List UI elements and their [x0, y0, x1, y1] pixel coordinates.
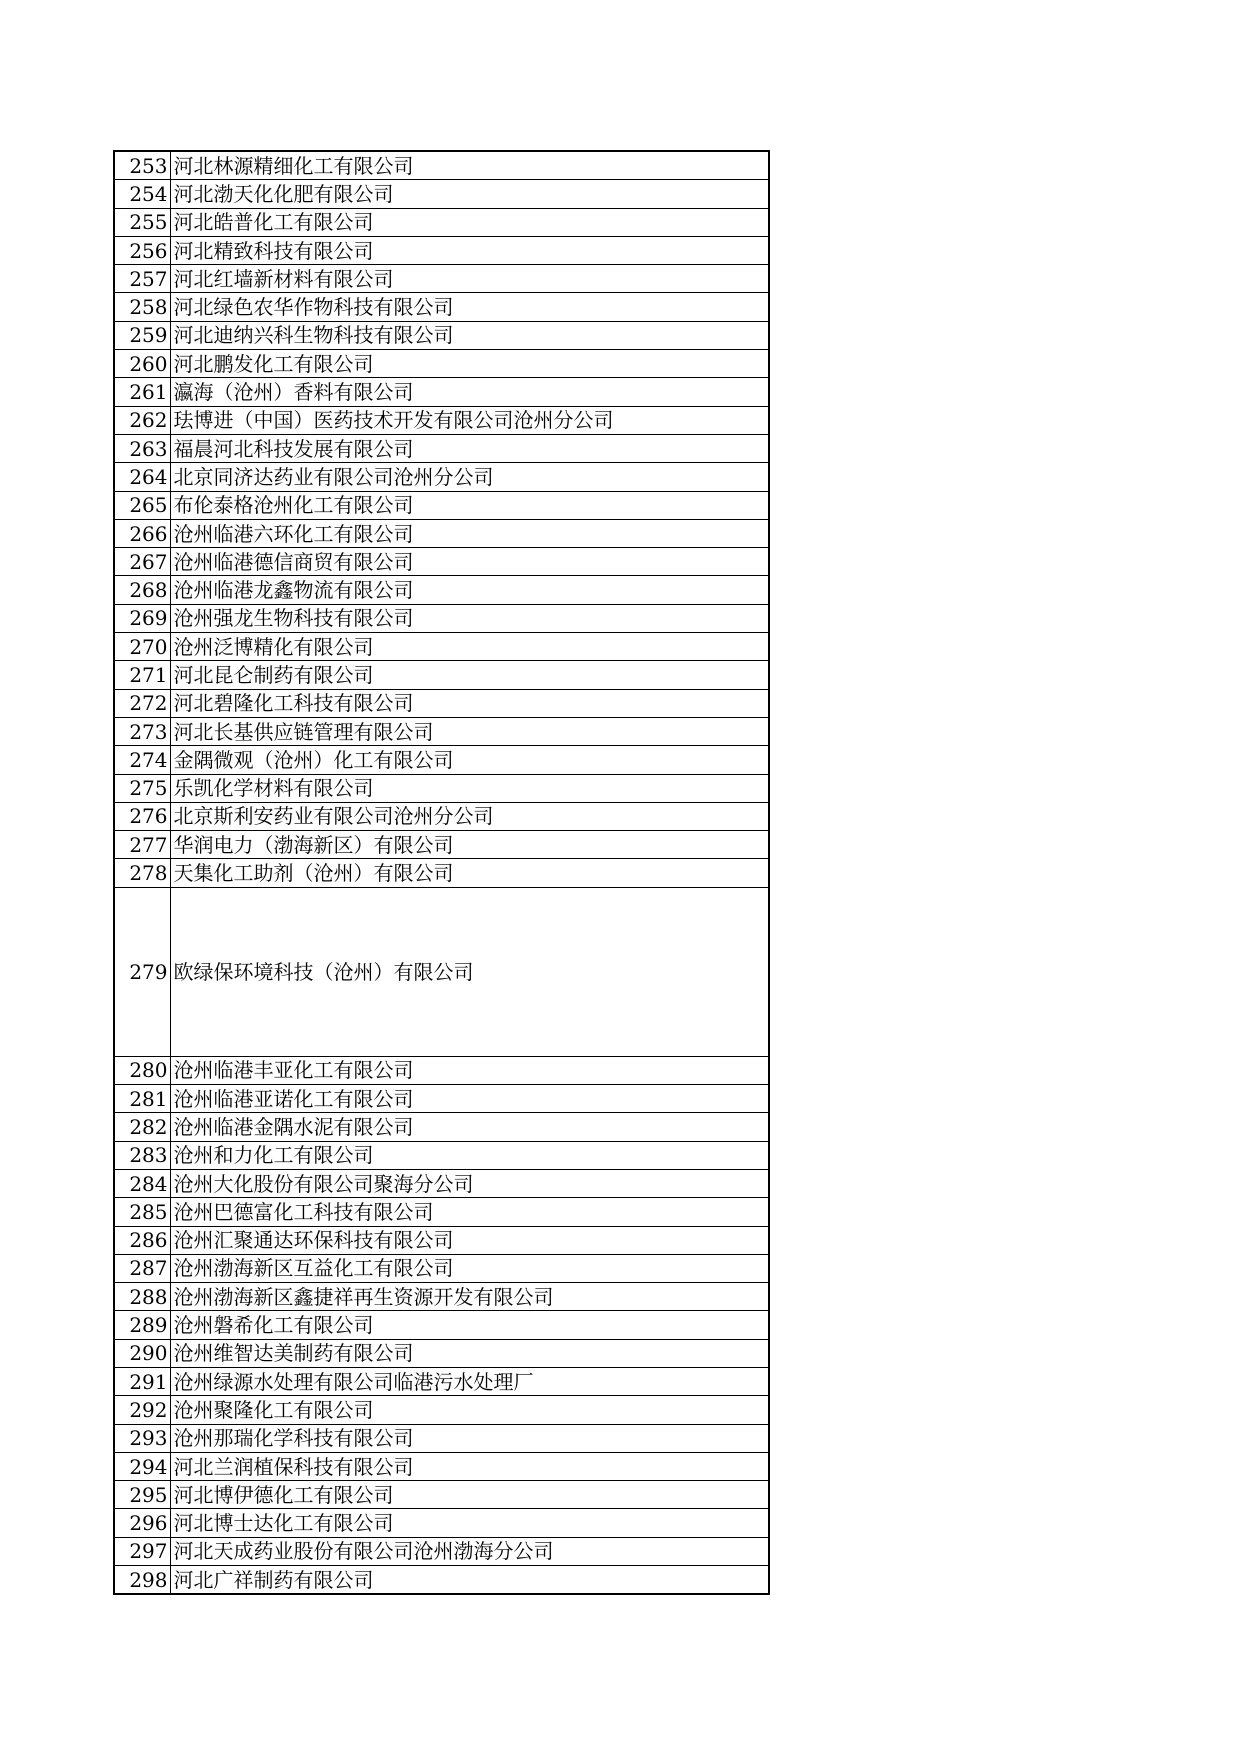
company-name-cell: 河北皓普化工有限公司 [170, 208, 769, 236]
company-name-cell: 珐博进（中国）医药技术开发有限公司沧州分公司 [170, 406, 769, 434]
company-name-cell: 沧州临港丰亚化工有限公司 [170, 1056, 769, 1084]
company-name-cell: 沧州聚隆化工有限公司 [170, 1396, 769, 1424]
table-row [114, 1085, 769, 1113]
company-name-cell: 北京同济达药业有限公司沧州分公司 [170, 463, 769, 491]
row-number-cell: 293 [114, 1424, 170, 1452]
row-number-cell: 294 [114, 1452, 170, 1480]
company-name-cell: 金隅微观（沧州）化工有限公司 [170, 746, 769, 774]
company-name-cell: 沧州临港金隅水泥有限公司 [170, 1113, 769, 1141]
row-number-cell: 296 [114, 1509, 170, 1537]
company-name-cell: 沧州汇聚通达环保科技有限公司 [170, 1226, 769, 1254]
table-row [114, 1481, 769, 1509]
row-number-cell: 271 [114, 661, 170, 689]
company-name-cell: 河北天成药业股份有限公司沧州渤海分公司 [170, 1537, 769, 1565]
table-row [114, 661, 769, 689]
table-row [114, 831, 769, 859]
row-number-cell: 279 [114, 887, 170, 1056]
row-number-cell: 290 [114, 1339, 170, 1367]
company-name-cell: 欧绿保环境科技（沧州）有限公司 [170, 887, 769, 1056]
table-row [114, 1566, 769, 1595]
company-name-cell: 河北广祥制药有限公司 [170, 1566, 769, 1595]
company-name-cell: 北京斯利安药业有限公司沧州分公司 [170, 802, 769, 830]
table-row [114, 717, 769, 745]
table-row [114, 633, 769, 661]
table-row [114, 1509, 769, 1537]
table-row [114, 1056, 769, 1084]
company-name-cell: 河北林源精细化工有限公司 [170, 151, 769, 180]
table-row [114, 1113, 769, 1141]
table-row [114, 406, 769, 434]
row-number-cell: 264 [114, 463, 170, 491]
row-number-cell: 274 [114, 746, 170, 774]
table-row [114, 180, 769, 208]
table-row [114, 576, 769, 604]
row-number-cell: 288 [114, 1283, 170, 1311]
company-name-cell: 沧州和力化工有限公司 [170, 1141, 769, 1169]
row-number-cell: 284 [114, 1169, 170, 1197]
table-row [114, 1254, 769, 1282]
table-row [114, 350, 769, 378]
table-row [114, 746, 769, 774]
company-name-cell: 沧州渤海新区鑫捷祥再生资源开发有限公司 [170, 1283, 769, 1311]
company-name-cell: 布伦泰格沧州化工有限公司 [170, 491, 769, 519]
row-number-cell: 261 [114, 378, 170, 406]
table-row [114, 859, 769, 887]
company-table [113, 150, 770, 1595]
row-number-cell: 265 [114, 491, 170, 519]
company-name-cell: 沧州临港六环化工有限公司 [170, 519, 769, 547]
company-name-cell: 华润电力（渤海新区）有限公司 [170, 831, 769, 859]
row-number-cell: 270 [114, 633, 170, 661]
company-name-cell: 沧州那瑞化学科技有限公司 [170, 1424, 769, 1452]
company-name-cell: 沧州巴德富化工科技有限公司 [170, 1198, 769, 1226]
row-number-cell: 289 [114, 1311, 170, 1339]
table-row [114, 1396, 769, 1424]
row-number-cell: 287 [114, 1254, 170, 1282]
table-row [114, 434, 769, 462]
table-row [114, 1452, 769, 1480]
table-row [114, 1198, 769, 1226]
company-name-cell: 沧州临港龙鑫物流有限公司 [170, 576, 769, 604]
table-row [114, 1537, 769, 1565]
company-name-cell: 河北精致科技有限公司 [170, 236, 769, 264]
row-number-cell: 262 [114, 406, 170, 434]
row-number-cell: 269 [114, 604, 170, 632]
row-number-cell: 276 [114, 802, 170, 830]
row-number-cell: 268 [114, 576, 170, 604]
row-number-cell: 295 [114, 1481, 170, 1509]
row-number-cell: 272 [114, 689, 170, 717]
company-name-cell: 沧州强龙生物科技有限公司 [170, 604, 769, 632]
table-row [114, 1339, 769, 1367]
company-list-sheet [113, 150, 768, 1595]
company-name-cell: 乐凯化学材料有限公司 [170, 774, 769, 802]
table-row [114, 1141, 769, 1169]
table-row [114, 378, 769, 406]
table-row [114, 151, 769, 180]
row-number-cell: 282 [114, 1113, 170, 1141]
company-name-cell: 沧州泛博精化有限公司 [170, 633, 769, 661]
row-number-cell: 258 [114, 293, 170, 321]
table-row [114, 1283, 769, 1311]
table-row [114, 236, 769, 264]
table-row [114, 519, 769, 547]
table-row [114, 293, 769, 321]
row-number-cell: 297 [114, 1537, 170, 1565]
row-number-cell: 266 [114, 519, 170, 547]
table-row [114, 208, 769, 236]
row-number-cell: 260 [114, 350, 170, 378]
row-number-cell: 298 [114, 1566, 170, 1595]
company-name-cell: 沧州大化股份有限公司聚海分公司 [170, 1169, 769, 1197]
table-row [114, 548, 769, 576]
table-row [114, 1226, 769, 1254]
row-number-cell: 273 [114, 717, 170, 745]
company-table-body [114, 151, 769, 1594]
row-number-cell: 255 [114, 208, 170, 236]
company-name-cell: 河北兰润植保科技有限公司 [170, 1452, 769, 1480]
table-row [114, 604, 769, 632]
row-number-cell: 277 [114, 831, 170, 859]
row-number-cell: 263 [114, 434, 170, 462]
company-name-cell: 河北博伊德化工有限公司 [170, 1481, 769, 1509]
table-row [114, 463, 769, 491]
table-row [114, 802, 769, 830]
row-number-cell: 292 [114, 1396, 170, 1424]
row-number-cell: 256 [114, 236, 170, 264]
company-name-cell: 沧州渤海新区互益化工有限公司 [170, 1254, 769, 1282]
row-number-cell: 286 [114, 1226, 170, 1254]
table-row [114, 774, 769, 802]
company-name-cell: 福晨河北科技发展有限公司 [170, 434, 769, 462]
company-name-cell: 河北红墙新材料有限公司 [170, 265, 769, 293]
company-name-cell: 河北鹏发化工有限公司 [170, 350, 769, 378]
company-name-cell: 河北昆仑制药有限公司 [170, 661, 769, 689]
table-row [114, 1367, 769, 1395]
company-name-cell: 沧州临港德信商贸有限公司 [170, 548, 769, 576]
table-row [114, 1424, 769, 1452]
table-row [114, 491, 769, 519]
row-number-cell: 267 [114, 548, 170, 576]
row-number-cell: 257 [114, 265, 170, 293]
row-number-cell: 291 [114, 1367, 170, 1395]
table-row [114, 265, 769, 293]
company-name-cell: 河北长基供应链管理有限公司 [170, 717, 769, 745]
row-number-cell: 275 [114, 774, 170, 802]
company-name-cell: 瀛海（沧州）香料有限公司 [170, 378, 769, 406]
table-row [114, 1311, 769, 1339]
company-name-cell: 河北碧隆化工科技有限公司 [170, 689, 769, 717]
company-name-cell: 河北博士达化工有限公司 [170, 1509, 769, 1537]
company-name-cell: 沧州维智达美制药有限公司 [170, 1339, 769, 1367]
company-name-cell: 河北绿色农华作物科技有限公司 [170, 293, 769, 321]
table-row [114, 887, 769, 1056]
company-name-cell: 沧州绿源水处理有限公司临港污水处理厂 [170, 1367, 769, 1395]
company-name-cell: 河北迪纳兴科生物科技有限公司 [170, 321, 769, 349]
row-number-cell: 278 [114, 859, 170, 887]
table-row [114, 1169, 769, 1197]
company-name-cell: 沧州临港亚诺化工有限公司 [170, 1085, 769, 1113]
row-number-cell: 280 [114, 1056, 170, 1084]
company-name-cell: 天集化工助剂（沧州）有限公司 [170, 859, 769, 887]
row-number-cell: 285 [114, 1198, 170, 1226]
table-row [114, 321, 769, 349]
company-name-cell: 河北渤天化化肥有限公司 [170, 180, 769, 208]
company-name-cell: 沧州磐希化工有限公司 [170, 1311, 769, 1339]
row-number-cell: 281 [114, 1085, 170, 1113]
row-number-cell: 253 [114, 151, 170, 180]
row-number-cell: 283 [114, 1141, 170, 1169]
row-number-cell: 259 [114, 321, 170, 349]
row-number-cell: 254 [114, 180, 170, 208]
table-row [114, 689, 769, 717]
